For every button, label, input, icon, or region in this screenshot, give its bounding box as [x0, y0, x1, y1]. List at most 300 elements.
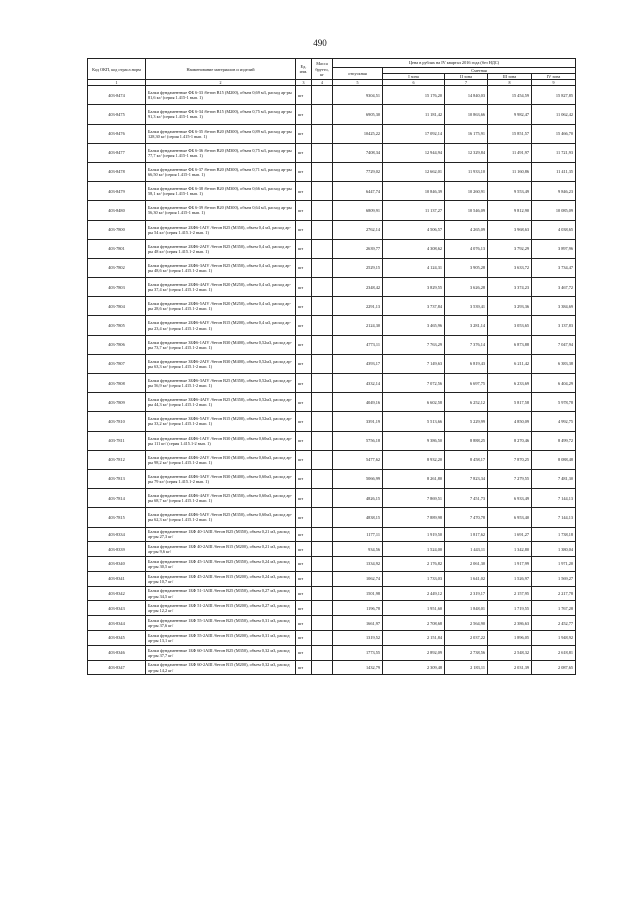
row-zone-4-price: 4 992,75 [532, 412, 576, 431]
row-name: Балки фундаментные 4БФ6-4АIV /бетон В25 (М350), объем 0,60м3, расход ар-ры 68,7 кг/ (серия 1.415.1-2 вып. 1) [146, 489, 296, 508]
row-unit: шт [296, 258, 312, 277]
column-index: 2 [146, 80, 296, 86]
row-zone-2-price: 1 848,01 [445, 601, 488, 616]
row-unit: шт [296, 220, 312, 239]
row-zone-1-price: 11 181,42 [383, 105, 445, 124]
row-zone-4-price: 1 948,92 [532, 631, 576, 646]
row-unit: шт [296, 354, 312, 373]
table-row [88, 335, 576, 354]
row-zone-3-price: 2 031,39 [488, 660, 532, 675]
row-zone-4-price: 3 137,83 [532, 316, 576, 335]
row-zone-3-price: 11 160,86 [488, 162, 532, 181]
table-row [88, 105, 576, 124]
row-zone-1-price: 9 386,50 [383, 431, 445, 450]
row-code: 403-8474 [88, 86, 146, 105]
row-release-price: 2639,77 [333, 239, 383, 258]
table-row [88, 469, 576, 488]
row-name: Балки фундаментные 4БФ6-1АIV /бетон В30 (М400), объем 0,60м3, расход ар-ры 111 кг/ (серия 1.415.1-2 вып. 1) [146, 431, 296, 450]
row-zone-3-price: 1 917,99 [488, 557, 532, 572]
row-zone-3-price: 1 526,97 [488, 571, 532, 586]
row-zone-3-price: 9 812,90 [488, 201, 532, 220]
row-zone-3-price: 4 850,09 [488, 412, 532, 431]
row-weight [312, 86, 333, 105]
row-zone-4-price: 3 467,72 [532, 278, 576, 297]
row-name: Балки фундаментные 3БФ6-3АIV /бетон В25 (М350), объем 0,52м3, расход ар-ры 56,9 кг/ (серия 1.415.1-2 вып. 1) [146, 374, 296, 393]
row-name: Балки фундаментные 3БФ6-1АIV /бетон В30 (М400), объем 0,52м3, расход ар-ры 73,7 кг/ (серия 1.415.1-2 вып. 1) [146, 335, 296, 354]
table-row [88, 143, 576, 162]
row-code: 403-7806 [88, 335, 146, 354]
row-zone-2-price: 10 546,09 [445, 201, 488, 220]
row-release-price: 2762,14 [333, 220, 383, 239]
price-table [87, 58, 576, 675]
row-weight [312, 542, 333, 557]
row-zone-2-price: 2 738,56 [445, 645, 488, 660]
row-release-price: 5066,99 [333, 469, 383, 488]
row-zone-2-price: 3 281,14 [445, 316, 488, 335]
row-release-price: 3391,19 [333, 412, 383, 431]
row-code: 403-8478 [88, 162, 146, 181]
row-name: Балки фундаментные 2БФ6-3АIV /бетон В25 (М350), объем 0,4 м3, расход ар-ры 48,6 кг/ (серия 1.415.1-2 вып. 1) [146, 258, 296, 277]
row-weight [312, 412, 333, 431]
row-zone-1-price: 1 524,00 [383, 542, 445, 557]
row-zone-3-price: 3 374,23 [488, 278, 532, 297]
row-unit: шт [296, 162, 312, 181]
column-index: 9 [532, 80, 576, 86]
row-zone-3-price: 3 968,63 [488, 220, 532, 239]
row-zone-1-price: 2 892,09 [383, 645, 445, 660]
row-release-price: 2291,13 [333, 297, 383, 316]
row-zone-3-price: 3 633,72 [488, 258, 532, 277]
row-release-price: 1319,52 [333, 631, 383, 646]
table-row [88, 631, 576, 646]
row-zone-2-price: 12 329,84 [445, 143, 488, 162]
row-zone-1-price: 2 449,12 [383, 586, 445, 601]
row-zone-2-price: 10 863,66 [445, 105, 488, 124]
row-zone-1-price: 1 919,50 [383, 527, 445, 542]
row-release-price: 1062,74 [333, 571, 383, 586]
row-code: 403-7810 [88, 412, 146, 431]
row-name: Балки фундаментные ФБ 6-33 /бетон В15 (М200), объем 0,69 м3, расход ар-ры 81,6 кг/ (серия 1.415-1 вып. 1) [146, 86, 296, 105]
row-release-price: 1501,98 [333, 586, 383, 601]
row-release-price: 7408,34 [333, 143, 383, 162]
table-row [88, 86, 576, 105]
row-zone-1-price: 1 951,60 [383, 601, 445, 616]
row-code: 403-8345 [88, 631, 146, 646]
row-weight [312, 297, 333, 316]
row-code: 403-8339 [88, 542, 146, 557]
row-zone-2-price: 7 376,14 [445, 335, 488, 354]
table-row [88, 220, 576, 239]
row-release-price: 4049,16 [333, 393, 383, 412]
row-zone-1-price: 7 889,98 [383, 508, 445, 527]
row-name: Балки фундаментные 2БФ6-5АIV /бетон В20 (М250), объем 0,4 м3, расход ар-ры 28,6 кг/ (серия 1.415.1-2 вып. 1) [146, 297, 296, 316]
header-zone-1: I зона [383, 74, 445, 80]
table-row [88, 201, 576, 220]
row-zone-2-price: 8 888,25 [445, 431, 488, 450]
row-zone-1-price: 2 176,82 [383, 557, 445, 572]
row-zone-3-price: 1 691,27 [488, 527, 532, 542]
row-unit: шт [296, 374, 312, 393]
row-zone-1-price: 10 846,39 [383, 182, 445, 201]
row-unit: шт [296, 278, 312, 297]
row-zone-4-price: 6 383,38 [532, 354, 576, 373]
row-zone-3-price: 11 491,97 [488, 143, 532, 162]
column-index: 6 [383, 80, 445, 86]
row-code: 403-7804 [88, 297, 146, 316]
row-weight [312, 393, 333, 412]
row-name: Балки фундаментные 1БФ 40-2АIII /бетон В15 (М200), объем 0,21 м3, расход ар-ры 9,6 кг/ [146, 542, 296, 557]
row-zone-2-price: 4 076,13 [445, 239, 488, 258]
row-weight [312, 258, 333, 277]
row-zone-1-price: 7 072,56 [383, 374, 445, 393]
row-name: Балки фундаментные 1БФ 45-2АIII /бетон В15 (М200), объем 0,24 м3, расход ар-ры 10,7 кг/ [146, 571, 296, 586]
table-body [88, 86, 576, 675]
row-zone-1-price: 7 149,63 [383, 354, 445, 373]
row-zone-2-price: 16 175,91 [445, 124, 488, 143]
row-zone-1-price: 12 944,94 [383, 143, 445, 162]
row-zone-2-price: 11 933,10 [445, 162, 488, 181]
row-zone-1-price: 3 465,96 [383, 316, 445, 335]
row-zone-4-price: 2 217,78 [532, 586, 576, 601]
row-zone-4-price: 3 734,47 [532, 258, 576, 277]
row-name: Балки фундаментные 4БФ6-2АIV /бетон В30 (М400), объем 0,60м3, расход ар-ры 98,2 кг/ (серия 1.415.1-2 вып. 1) [146, 450, 296, 469]
row-name: Балки фундаментные ФБ 6-34 /бетон В15 (М200), объем 0,75 м3, расход ар-ры 91,3 кг/ (серия 1.415-1 вып. 1) [146, 105, 296, 124]
row-code: 403-8346 [88, 645, 146, 660]
row-unit: шт [296, 393, 312, 412]
table-row [88, 557, 576, 572]
row-code: 403-7813 [88, 469, 146, 488]
table-row [88, 412, 576, 431]
row-zone-3-price: 3 053,65 [488, 316, 532, 335]
row-name: Балки фундаментные ФБ 6-39 /бетон В20 (М300), объем 0,64 м3, расход ар-ры 56,30 кг/ (серия 1.415-1 вып. 1) [146, 201, 296, 220]
row-code: 403-7814 [88, 489, 146, 508]
column-index: 8 [488, 80, 532, 86]
row-weight [312, 105, 333, 124]
row-name: Балки фундаментные 3БФ6-5АIV /бетон В15 (М200), объем 0,52м3, расход ар-ры 33,2 кг/ (серия 1.415.1-2 вып. 1) [146, 412, 296, 431]
row-weight [312, 489, 333, 508]
row-zone-1-price: 17 092,14 [383, 124, 445, 143]
row-weight [312, 316, 333, 335]
column-index: 5 [333, 80, 383, 86]
row-code: 403-8476 [88, 124, 146, 143]
row-weight [312, 239, 333, 258]
row-code: 403-7803 [88, 278, 146, 297]
row-weight [312, 201, 333, 220]
row-zone-3-price: 5 817,58 [488, 393, 532, 412]
row-unit: шт [296, 645, 312, 660]
row-name: Балки фундаментные 4БФ6-3АIV /бетон В30 (М400), объем 0,60м3, расход ар-ры 79 кг/ (серия 1.415.1-2 вып. 1) [146, 469, 296, 488]
row-unit: шт [296, 557, 312, 572]
row-code: 403-8340 [88, 557, 146, 572]
row-name: Балки фундаментные ФБ 6-36 /бетон В20 (М300), объем 0,75 м3, расход ар-ры 77,7 кг/ (серия 1.415-1 вып. 1) [146, 143, 296, 162]
row-weight [312, 508, 333, 527]
table-row [88, 645, 576, 660]
row-zone-4-price: 1 738,18 [532, 527, 576, 542]
row-release-price: 5477,62 [333, 450, 383, 469]
row-zone-2-price: 7 451,73 [445, 489, 488, 508]
row-zone-2-price: 3 626,28 [445, 278, 488, 297]
row-zone-4-price: 5 978,78 [532, 393, 576, 412]
row-zone-2-price: 4 265,09 [445, 220, 488, 239]
row-unit: шт [296, 489, 312, 508]
row-weight [312, 278, 333, 297]
row-zone-3-price: 2 386,63 [488, 616, 532, 631]
row-name: Балки фундаментные 3БФ6-2АIV /бетон В30 (М400), объем 0,52м3, расход ар-ры 63,3 кг/ (серия 1.415.1-2 вып. 1) [146, 354, 296, 373]
row-zone-3-price: 6 233,69 [488, 374, 532, 393]
row-weight [312, 162, 333, 181]
table-row [88, 571, 576, 586]
row-zone-4-price: 8 499,72 [532, 431, 576, 450]
row-zone-1-price: 15 176,20 [383, 86, 445, 105]
row-zone-4-price: 1 380,04 [532, 542, 576, 557]
row-unit: шт [296, 335, 312, 354]
row-release-price: 1773,55 [333, 645, 383, 660]
row-code: 403-7812 [88, 450, 146, 469]
row-zone-4-price: 1 767,28 [532, 601, 576, 616]
row-code: 403-7800 [88, 220, 146, 239]
row-unit: шт [296, 182, 312, 201]
row-code: 403-7815 [88, 508, 146, 527]
row-zone-1-price: 2 309,48 [383, 660, 445, 675]
row-weight [312, 571, 333, 586]
row-zone-4-price: 15 466,70 [532, 124, 576, 143]
row-name: Балки фундаментные 3БФ6-4АIV /бетон В25 (М350), объем 0,52м3, расход ар-ры 44,3 кг/ (серия 1.415.1-2 вып. 1) [146, 393, 296, 412]
row-weight [312, 124, 333, 143]
table-row [88, 489, 576, 508]
row-release-price: 2124,30 [333, 316, 383, 335]
column-index: 1 [88, 80, 146, 86]
row-zone-3-price: 9 982,47 [488, 105, 532, 124]
row-zone-4-price: 8 088,48 [532, 450, 576, 469]
table-row [88, 258, 576, 277]
header-name: Наименование материалов и изделий [146, 59, 296, 80]
row-code: 403-7809 [88, 393, 146, 412]
row-zone-2-price: 7 823,34 [445, 469, 488, 488]
row-code: 403-7802 [88, 258, 146, 277]
row-code: 403-8343 [88, 601, 146, 616]
row-name: Балки фундаментные ФБ 6-35 /бетон В20 (М300), объем 0,89 м3, расход ар-ры 128,30 кг/ (серия 1.415-1 вып. 1) [146, 124, 296, 143]
row-zone-3-price: 7 279,55 [488, 469, 532, 488]
table-row [88, 162, 576, 181]
row-zone-3-price: 15 454,59 [488, 86, 532, 105]
row-code: 403-7808 [88, 374, 146, 393]
row-zone-1-price: 4 506,57 [383, 220, 445, 239]
table-row [88, 393, 576, 412]
row-zone-4-price: 2 087,65 [532, 660, 576, 675]
row-zone-1-price: 2 708,68 [383, 616, 445, 631]
row-zone-1-price: 6 602,58 [383, 393, 445, 412]
row-name: Балки фундаментные 1БФ 40-1АIII /бетон В25 (М350), объем 0,21 м3, расход ар-ры 27,3 кг/ [146, 527, 296, 542]
row-zone-4-price: 11 721,93 [532, 143, 576, 162]
row-code: 403-7801 [88, 239, 146, 258]
row-unit: шт [296, 601, 312, 616]
row-weight [312, 586, 333, 601]
row-release-price: 6809,91 [333, 201, 383, 220]
header-code: Код ОКП, код отрасл.норм [88, 59, 146, 80]
row-name: Балки фундаментные 4БФ6-5АIV /бетон В25 (М350), объем 0,60м3, расход ар-ры 62,3 кг/ (серия 1.415.1-2 вып. 1) [146, 508, 296, 527]
row-zone-3-price: 1 719,55 [488, 601, 532, 616]
row-zone-4-price: 2 618,81 [532, 645, 576, 660]
row-name: Балки фундаментные 2БФ6-6АIV /бетон В15 (М200), объем 0,4 м3, расход ар-ры 23,4 кг/ (серия 1.415.1-2 вып. 1) [146, 316, 296, 335]
row-release-price: 4773,11 [333, 335, 383, 354]
row-zone-2-price: 1 443,11 [445, 542, 488, 557]
row-weight [312, 469, 333, 488]
table-row [88, 586, 576, 601]
row-weight [312, 182, 333, 201]
row-release-price: 4393,17 [333, 354, 383, 373]
row-zone-1-price: 12 662,01 [383, 162, 445, 181]
column-index: 7 [445, 80, 488, 86]
table-row [88, 354, 576, 373]
row-zone-1-price: 4 308,62 [383, 239, 445, 258]
row-weight [312, 354, 333, 373]
row-zone-1-price: 5 513,66 [383, 412, 445, 431]
row-unit: шт [296, 660, 312, 675]
row-release-price: 5756,18 [333, 431, 383, 450]
row-release-price: 2348,42 [333, 278, 383, 297]
row-unit: шт [296, 542, 312, 557]
table-row [88, 527, 576, 542]
row-zone-1-price: 7 869,51 [383, 489, 445, 508]
row-weight [312, 631, 333, 646]
column-index: 3 [296, 80, 312, 86]
row-zone-4-price: 7 144,13 [532, 489, 576, 508]
row-zone-4-price: 15 827,85 [532, 86, 576, 105]
row-zone-3-price: 3 293,36 [488, 297, 532, 316]
row-name: Балки фундаментные 1БФ 60-2АIII /бетон В15 (М200), объем 0,32 м3, расход ар-ры 14,2 кг/ [146, 660, 296, 675]
row-zone-1-price: 4 124,31 [383, 258, 445, 277]
row-weight [312, 645, 333, 660]
row-zone-4-price: 1 971,20 [532, 557, 576, 572]
row-unit: шт [296, 105, 312, 124]
header-zone-2: II зона [445, 74, 488, 80]
header-unit: Ед. изм. [296, 59, 312, 80]
row-release-price: 1661,97 [333, 616, 383, 631]
row-unit: шт [296, 616, 312, 631]
row-zone-3-price: 2 157,95 [488, 586, 532, 601]
row-code: 403-8480 [88, 201, 146, 220]
row-name: Балки фундаментные 1БФ 55-2АIII /бетон В15 (М200), объем 0,31 м3, расход ар-ры 13,1 кг/ [146, 631, 296, 646]
row-zone-1-price: 8 932,20 [383, 450, 445, 469]
table-row [88, 660, 576, 675]
header-weight: Масса брутто, кг [312, 59, 333, 80]
header-zone-3: III зона [488, 74, 532, 80]
row-code: 403-8477 [88, 143, 146, 162]
row-name: Балки фундаментные 1БФ 60-1АIII /бетон В25 (М350), объем 0,32 м3, расход ар-ры 37,7 кг/ [146, 645, 296, 660]
row-zone-2-price: 6 819,43 [445, 354, 488, 373]
row-zone-4-price: 3 384,69 [532, 297, 576, 316]
row-zone-3-price: 8 270,46 [488, 431, 532, 450]
row-zone-2-price: 1 817,62 [445, 527, 488, 542]
row-zone-3-price: 1 896,05 [488, 631, 532, 646]
row-weight [312, 450, 333, 469]
row-release-price: 6447,74 [333, 182, 383, 201]
row-zone-4-price: 3 897,96 [532, 239, 576, 258]
row-zone-3-price: 6 873,88 [488, 335, 532, 354]
row-zone-2-price: 6 697,75 [445, 374, 488, 393]
row-weight [312, 527, 333, 542]
row-zone-3-price: 2 548,32 [488, 645, 532, 660]
row-unit: шт [296, 297, 312, 316]
row-zone-1-price: 7 763,29 [383, 335, 445, 354]
row-zone-4-price: 2 452,77 [532, 616, 576, 631]
row-unit: шт [296, 469, 312, 488]
row-unit: шт [296, 316, 312, 335]
row-weight [312, 601, 333, 616]
row-zone-2-price: 2 037,22 [445, 631, 488, 646]
row-unit: шт [296, 586, 312, 601]
row-zone-2-price: 2 061,30 [445, 557, 488, 572]
table-row [88, 450, 576, 469]
table-row [88, 374, 576, 393]
table-row [88, 124, 576, 143]
row-unit: шт [296, 239, 312, 258]
table-row [88, 182, 576, 201]
row-unit: шт [296, 450, 312, 469]
table-row [88, 239, 576, 258]
row-unit: шт [296, 571, 312, 586]
row-weight [312, 374, 333, 393]
table-row [88, 431, 576, 450]
row-release-price: 934,56 [333, 542, 383, 557]
row-zone-2-price: 10 260,91 [445, 182, 488, 201]
row-unit: шт [296, 527, 312, 542]
row-unit: шт [296, 143, 312, 162]
row-release-price: 4826,15 [333, 489, 383, 508]
row-name: Балки фундаментные 1БФ 51-1АIII /бетон В25 (М350), объем 0,27 м3, расход ар-ры 34,5 кг/ [146, 586, 296, 601]
row-release-price: 1196,78 [333, 601, 383, 616]
row-zone-4-price: 11 411,35 [532, 162, 576, 181]
row-release-price: 9304,51 [333, 86, 383, 105]
row-release-price: 1334,92 [333, 557, 383, 572]
header-estimate: Сметная [383, 68, 576, 74]
row-name: Балки фундаментные 2БФ6-2АIV /бетон В25 (М350), объем 0,4 м3, расход ар-ры 48 кг/ (серия 1.415.1-2 вып. 1) [146, 239, 296, 258]
row-release-price: 1432,79 [333, 660, 383, 675]
row-unit: шт [296, 412, 312, 431]
table-row [88, 601, 576, 616]
header-price-title: Цена в рублях на IV квартал 2016 года (без НДС) [333, 59, 576, 68]
row-zone-2-price: 3 905,28 [445, 258, 488, 277]
row-release-price: 7729,02 [333, 162, 383, 181]
row-release-price: 4332,14 [333, 374, 383, 393]
row-name: Балки фундаментные 1БФ 55-1АIII /бетон В25 (М350), объем 0,31 м3, расход ар-ры 37,6 кг/ [146, 616, 296, 631]
row-code: 403-7807 [88, 354, 146, 373]
row-zone-1-price: 8 261,80 [383, 469, 445, 488]
table-row [88, 508, 576, 527]
row-zone-3-price: 1 342,80 [488, 542, 532, 557]
row-zone-2-price: 2 564,90 [445, 616, 488, 631]
row-zone-2-price: 1 641,02 [445, 571, 488, 586]
row-unit: шт [296, 631, 312, 646]
row-code: 403-8479 [88, 182, 146, 201]
row-zone-4-price: 7 047,94 [532, 335, 576, 354]
row-weight [312, 431, 333, 450]
row-zone-3-price: 7 870,25 [488, 450, 532, 469]
row-name: Балки фундаментные 1БФ 45-1АIII /бетон В25 (М350), объем 0,24 м3, расход ар-ры 30,5 кг/ [146, 557, 296, 572]
row-zone-4-price: 4 038,65 [532, 220, 576, 239]
row-unit: шт [296, 431, 312, 450]
row-name: Балки фундаментные 2БФ6-4АIV /бетон В20 (М250), объем 0,4 м3, расход ар-ры 37,4 кг/ (серия 1.415.1-2 вып. 1) [146, 278, 296, 297]
row-zone-4-price: 10 085,09 [532, 201, 576, 220]
row-zone-3-price: 6 953,40 [488, 508, 532, 527]
row-weight [312, 557, 333, 572]
row-zone-4-price: 7 481,30 [532, 469, 576, 488]
row-code: 403-8342 [88, 586, 146, 601]
row-zone-2-price: 2 319,17 [445, 586, 488, 601]
page-number: 490 [313, 38, 327, 48]
row-code: 403-8475 [88, 105, 146, 124]
column-index: 4 [312, 80, 333, 86]
